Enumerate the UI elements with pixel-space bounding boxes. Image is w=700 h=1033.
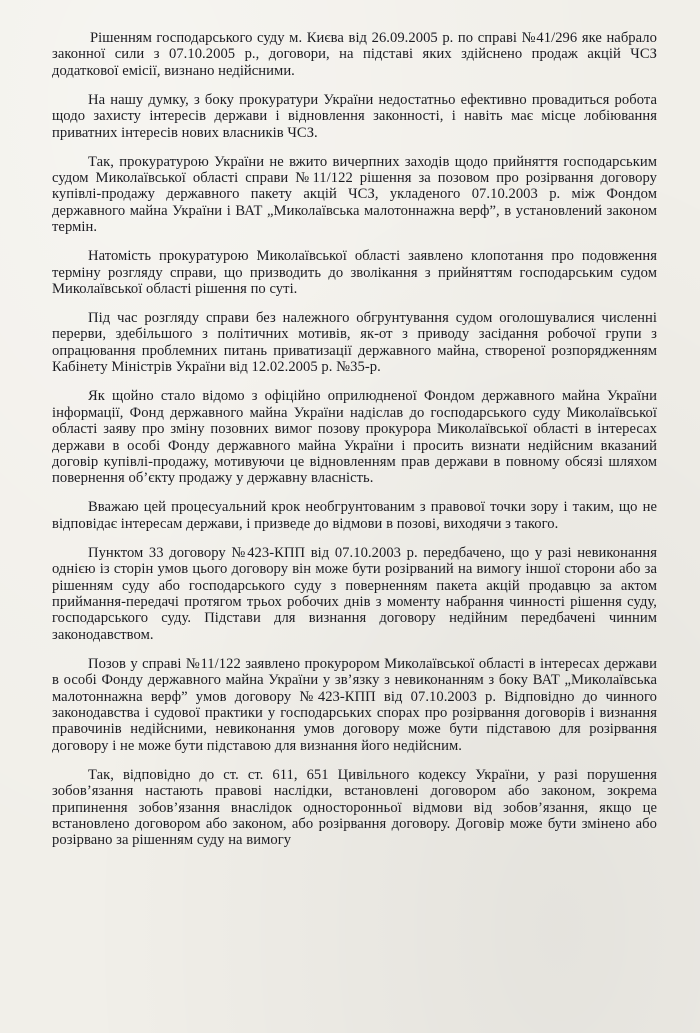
paragraph-procedural-step: Вважаю цей процесуальний крок необгрунтованим з правової точки зору і таким, що не відповідає інтересам держави, і призведе до відмови в позові, виходячи з такого. [52,499,657,532]
paragraph-court-decision: Рішенням господарського суду м. Києва від 26.09.2005 р. по справі №41/296 яке набрало законної сили з 07.10.2005 р., договори, на підставі яких здійснено продаж акцій ЧСЗ додаткової емісії, визнано недійсними. [52,30,657,79]
document-body [52,30,657,861]
paragraph-lawsuit-basis: Позов у справі №11/122 заявлено прокурором Миколаївської області в інтересах держави в особі Фонду державного майна України у зв’язку з невиконанням з боку ВАТ „Миколаївська малотоннажна верф” умов договору №423-КПП від 07.10.2003 р. Відповідно до чинного законодавства і судової практики у господарських спорах про розірвання договорів і визнання правочинів недійсними, невиконання умов договору може бути підставою для розірвання договору і не може бути підставою для визнання його недійсним. [52,655,657,754]
paragraph-prosecutor-opinion: На нашу думку, з боку прокуратури України недостатньо ефективно провадиться робота щодо захисту інтересів держави і відновлення законності, і навіть має місце лобіювання приватних інтересів нових власників ЧСЗ. [52,91,657,141]
paragraph-civil-code: Так, відповідно до ст. ст. 611, 651 Цивільного кодексу України, у разі порушення зобов’язання настають правові наслідки, встановлені договором або законом, зокрема припинення зобов’язання внаслідок односторонньої відмови від зобов’язання, якщо це встановлено договором або законом, або розірвання договору. Договір може бути змінено або розірвано за рішенням суду на вимогу [52,766,657,849]
paragraph-case-11-122: Так, прокуратурою України не вжито вичерпних заходів щодо прийняття господарським судом Миколаївської області справи №11/122 рішення за позовом про розірвання договору купівлі-продажу державного пакету акцій ЧСЗ, укладеного 07.10.2003 р. між Фондом державного майна України і ВАТ „Миколаївська малотоннажна верф”, в установлений законом термін. [52,153,657,236]
paragraph-fund-application: Як щойно стало відомо з офіційно оприлюдненої Фондом державного майна України інформації, Фонд державного майна України надіслав до господарського суду Миколаївської області заяву про зміну позовних вимог позову прокурора Миколаївської області в інтересах держави в особі Фонду державного майна України і просить визнати недійсним вказаний договір купівлі-продажу, мотивуючи це відновленням прав держави в повному обсязі шляхом повернення об’єкту продажу у державну власність. [52,388,657,487]
paragraph-extension-motion: Натомість прокуратурою Миколаївської області заявлено клопотання про подовження терміну розгляду справи, що призводить до зволікання з прийняттям господарським судом Миколаївської області рішення по суті. [52,248,657,298]
paragraph-court-breaks: Під час розгляду справи без належного обгрунтування судом оголошувалися численні перерви, здебільшого з політичних мотивів, як-от з приводу засідання робочої групи з опрацювання проблемних питань приватизації державного майна, створеної розпорядженням Кабінету Міністрів України від 12.02.2005 р. №35-р. [52,310,657,376]
paragraph-clause-33: Пунктом 33 договору №423-КПП від 07.10.2003 р. передбачено, що у разі невиконання однією із сторін умов цього договору він може бути розірваний на вимогу іншої сторони або за рішенням суду або господарського суду з поверненням пакета акцій продавцю за актом приймання-передачі протягом трьох робочих днів з моменту набрання чинності рішення суду, господарського суду. Підстави для визнання договору недійним передбачені чинним законодавством. [52,544,657,643]
